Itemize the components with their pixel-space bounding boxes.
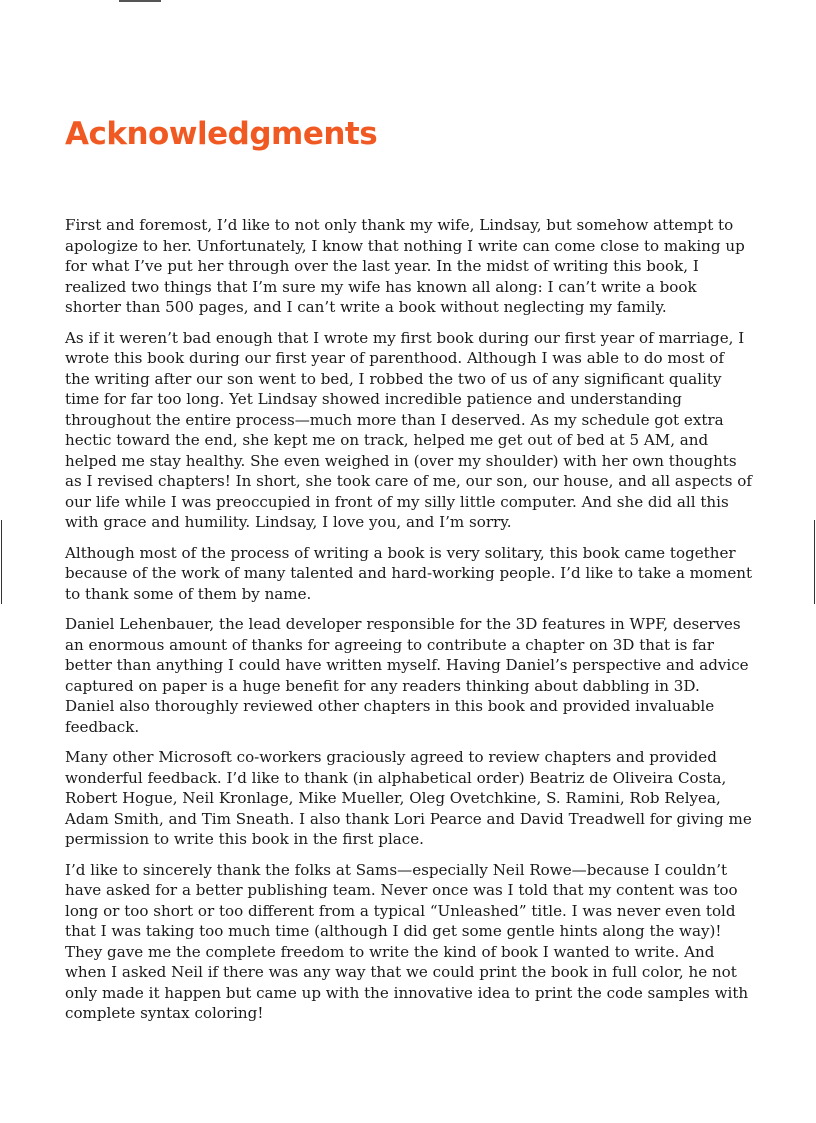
paragraph-4: Daniel Lehenbauer, the lead developer responsible for the 3D features in WPF, deserves an enormous amount of thanks for agreeing to contribute a chapter on 3D that is far better than anything I could have written myself. Having Daniel’s perspective and advice captured on paper is a huge benefit for any readers thinking about dabbling in 3D. Daniel also thoroughly reviewed other chapters in this book and provided invaluable feedback. <box>65 615 749 736</box>
right-crop-mark <box>814 520 815 604</box>
paragraph-2: As if it weren’t bad enough that I wrote my first book during our first year of marriage, I wrote this book during our first year of parenthood. Although I was able to do most of the writing after our son went to bed, I robbed the two of us of any significant quality time for far too long. Yet Lindsay showed incredible patience and understanding throughout the entire process—much more than I deserved. As my schedule got extra hectic toward the end, she kept me on track, helped me get out of bed at 5 AM, and helped me stay healthy. She even weighed in (over my shoulder) with her own thoughts as I revised chapters! In short, she took care of me, our son, our house, and all aspects of our life while I was preoccupied in front of my silly little computer. And she did all this with grace and humility. Lindsay, I love you, and I’m sorry. <box>65 328 752 531</box>
acknowledgments-body <box>65 215 753 1034</box>
top-rule <box>119 0 161 2</box>
paragraph-6: I’d like to sincerely thank the folks at Sams—especially Neil Rowe—because I couldn’t have asked for a better publishing team. Never once was I told that my content was too long or too short or too different from a typical “Unleashed” title. I was never even told that I was taking too much time (although I did get some gentle hints along the way)! They gave me the complete freedom to write the kind of book I wanted to write. And when I asked Neil if there was any way that we could print the book in full color, he not only made it happen but came up with the innovative idea to print the code samples with complete syntax coloring! <box>65 860 749 1022</box>
paragraph-1: First and foremost, I’d like to not only thank my wife, Lindsay, but somehow attempt to apologize to her. Unfortunately, I know that nothing I write can come close to making up for what I’ve put her through over the last year. In the midst of writing this book, I realized two things that I’m sure my wife has known all along: I can’t write a book shorter than 500 pages, and I can’t write a book without neglecting my family. <box>65 216 745 316</box>
paragraph-3: Although most of the process of writing a book is very solitary, this book came together because of the work of many talented and hard-working people. I’d like to take a moment to thank some of them by name. <box>65 543 753 603</box>
page-title: Acknowledgments <box>65 116 378 152</box>
left-crop-mark <box>1 520 2 604</box>
paragraph-5: Many other Microsoft co-workers graciously agreed to review chapters and provided wonderful feedback. I’d like to thank (in alphabetical order) Beatriz de Oliveira Costa, Robert Hogue, Neil Kronlage, Mike Mueller, Oleg Ovetchkine, S. Ramini, Rob Relyea, Adam Smith, and Tim Sneath. I also thank Lori Pearce and David Treadwell for giving me permission to write this book in the first place. <box>65 748 752 848</box>
